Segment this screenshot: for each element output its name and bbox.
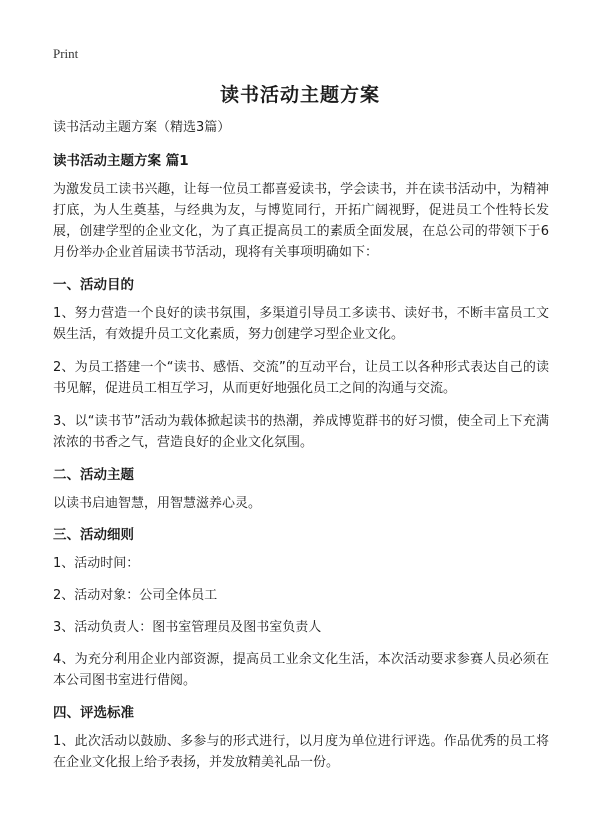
purpose-paragraph-1: 1、努力营造一个良好的读书氛围，多渠道引导员工多读书、读好书，不断丰富员工文娱生活，有效提升员工文化素质，努力创建学习型企业文化。 [53, 306, 549, 342]
print-label: Print [53, 46, 79, 61]
details-borrowing: 4、为充分利用企业内部资源，提高员工业余文化生活，本次活动要求参赛人员必须在本公司图书室进行借阅。 [53, 652, 549, 688]
section-heading-details: 三、活动细则 [53, 527, 134, 543]
purpose-paragraph-3: 3、以“读书节”活动为载体掀起读书的热潮，养成博览群书的好习惯，使全司上下充满浓浓的书香之气，营造良好的企业文化氛围。 [53, 414, 549, 450]
criteria-paragraph-1: 1、此次活动以鼓励、多参与的形式进行，以月度为单位进行评选。作品优秀的员工将在企业文化报上给予表扬，并发放精美礼品一份。 [53, 734, 549, 770]
intro-paragraph: 为激发员工读书兴趣，让每一位员工都喜爱读书，学会读书，并在读书活动中，为精神打底，为人生奠基，与经典为友，与博览同行，开拓广阔视野，促进员工个性特长发展，创建学型的企业文化，为了真正提高员工的素质全面发展，在总公司的带领下于6月份举办企业首届读书节活动，现将有关事项明确如下： [53, 182, 549, 260]
section-heading-theme: 二、活动主题 [53, 467, 134, 483]
article-heading: 读书活动主题方案 篇1 [53, 153, 189, 169]
theme-paragraph: 以读书启迪智慧，用智慧滋养心灵。 [53, 496, 262, 511]
details-time: 1、活动时间： [53, 556, 140, 571]
document-subtitle: 读书活动主题方案（精选3篇） [53, 120, 231, 135]
section-heading-purpose: 一、活动目的 [53, 277, 134, 293]
section-heading-criteria: 四、评选标准 [53, 705, 134, 721]
purpose-paragraph-2: 2、为员工搭建一个“读书、感悟、交流”的互动平台，让员工以各种形式表达自己的读书见解，促进员工相互学习，从而更好地强化员工之间的沟通与交流。 [53, 360, 549, 396]
document-body [53, 118, 549, 785]
details-target: 2、活动对象：公司全体员工 [53, 588, 218, 603]
details-owner: 3、活动负责人：图书室管理员及图书室负责人 [53, 620, 322, 635]
document-title: 读书活动主题方案 [219, 84, 380, 106]
